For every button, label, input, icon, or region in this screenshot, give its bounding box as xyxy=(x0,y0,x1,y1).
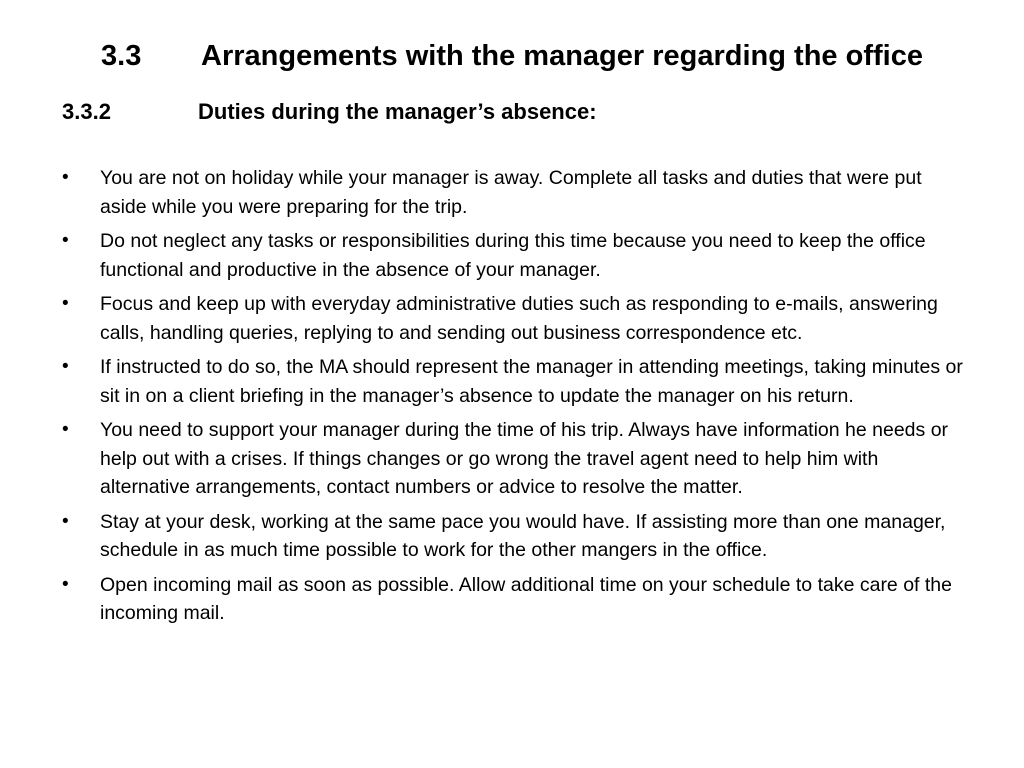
bullet-item xyxy=(62,290,972,347)
title-number: 3.3 xyxy=(101,40,142,72)
bullet-dot: • xyxy=(62,167,69,188)
bullet-text: Stay at your desk, working at the same pace you would have. If assisting more than one manager, schedule in as much time possible to work for the other mangers in the office. xyxy=(100,510,946,561)
bullet-text: If instructed to do so, the MA should represent the manager in attending meetings, taking minutes or sit in on a client briefing in the manager’s absence to update the manager on his return. xyxy=(100,356,963,407)
title-text: Arrangements with the manager regarding the office xyxy=(201,40,923,72)
bullet-text: Open incoming mail as soon as possible. Allow additional time on your schedule to take care of the incoming mail. xyxy=(100,573,952,624)
slide-title xyxy=(0,36,1024,76)
bullet-dot: • xyxy=(62,573,69,595)
bullet-item xyxy=(62,353,972,410)
bullet-dot: • xyxy=(62,356,69,377)
bullet-item xyxy=(62,571,972,628)
bullet-item xyxy=(62,227,972,284)
bullet-text: You are not on holiday while your manager is away. Complete all tasks and duties that were put aside while you were preparing for the trip. xyxy=(100,167,922,218)
bullet-dot: • xyxy=(62,293,69,314)
bullet-list xyxy=(62,164,972,634)
slide-subtitle xyxy=(62,96,597,128)
bullet-text: You need to support your manager during the time of his trip. Always have information he needs or help out with a crises. If things changes or go wrong the travel agent need to help him with alternative arrangements, contact numbers or advice to resolve the matter. xyxy=(100,419,949,498)
subtitle-text: Duties during the manager’s absence: xyxy=(198,99,597,124)
bullet-dot: • xyxy=(62,510,69,532)
bullet-text: Focus and keep up with everyday administrative duties such as responding to e-mails, answering calls, handling queries, replying to and sending out business correspondence etc. xyxy=(100,293,938,344)
bullet-dot: • xyxy=(62,419,69,440)
bullet-dot: • xyxy=(62,230,69,251)
bullet-text: Do not neglect any tasks or responsibilities during this time because you need to keep the office functional and productive in the absence of your manager. xyxy=(100,230,926,281)
bullet-item xyxy=(62,164,972,221)
bullet-item xyxy=(62,416,972,502)
bullet-item xyxy=(62,508,972,565)
subtitle-number: 3.3.2 xyxy=(62,99,111,124)
